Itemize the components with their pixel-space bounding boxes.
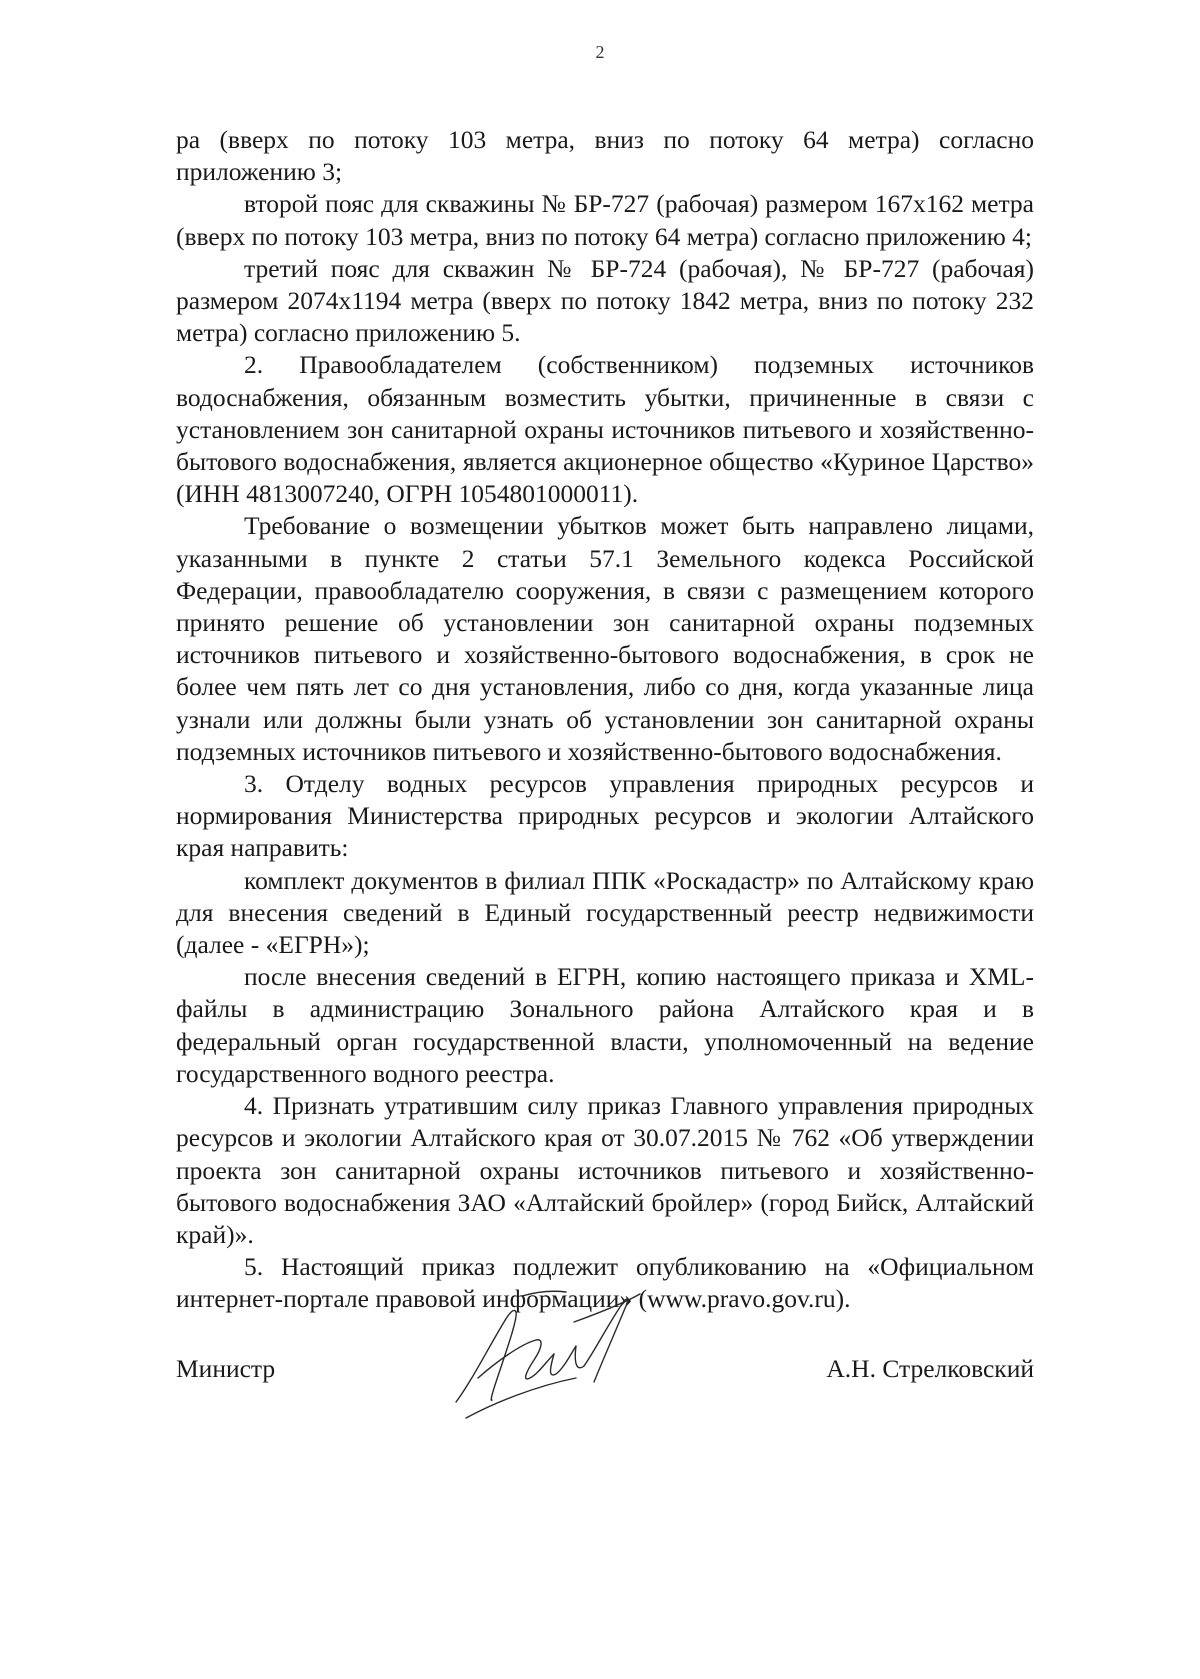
- paragraph-continuation: ра (вверх по потоку 103 метра, вниз по потоку 64 метра) согласно приложению 3;: [176, 125, 1034, 187]
- handwritten-signature: [426, 1282, 656, 1432]
- paragraph-second-belt: второй пояс для скважины № БР-727 (рабочая) размером 167х162 метра (вверх по потоку 103 метра, вниз по потоку 64 метра) согласно приложению 4;: [176, 189, 1034, 251]
- signature-block: [176, 1340, 1034, 1430]
- signatory-name: А.Н. Стрелковский: [826, 1354, 1034, 1383]
- paragraph-damages-claim: Требование о возмещении убытков может быть направлено лицами, указанными в пункте 2 статьи 57.1 Земельного кодекса Российской Федерации, правообладателю сооружения, в связи с размещением которого принято решение об установлении зон санитарной охраны подземных источников питьевого и хозяйственно-бытового водоснабжения, в срок не более чем пять лет со дня установления, либо со дня, когда указанные лица узнали или должны были узнать об установлении зон санитарной охраны подземных источников питьевого и хозяйственно-бытового водоснабжения.: [176, 511, 1034, 766]
- paragraph-item-2: 2. Правообладателем (собственником) подземных источников водоснабжения, обязанным возместить убытки, причиненные в связи с установлением зон санитарной охраны источников питьевого и хозяйственно-бытового водоснабжения, является акционерное общество «Куриное Царство» (ИНН 4813007240, ОГРН 1054801000011).: [176, 350, 1034, 509]
- signatory-title: Министр: [176, 1354, 276, 1383]
- paragraph-item-3: 3. Отделу водных ресурсов управления природных ресурсов и нормирования Министерства природных ресурсов и экологии Алтайского края направить:: [176, 769, 1034, 863]
- paragraph-item-5: 5. Настоящий приказ подлежит опубликованию на «Официальном интернет-портале правовой информации» (www.pravo.gov.ru).: [176, 1252, 1034, 1314]
- paragraph-third-belt: третий пояс для скважин № БР-724 (рабочая), № БР-727 (рабочая) размером 2074х1194 метра (вверх по потоку 1842 метра, вниз по потоку 232 метра) согласно приложению 5.: [176, 253, 1034, 348]
- document-body: [176, 124, 1034, 1316]
- paragraph-item-4: 4. Признать утратившим силу приказ Главного управления природных ресурсов и экологии Алтайского края от 30.07.2015 № 762 «Об утверждении проекта зон санитарной охраны источников питьевого и хозяйственно-бытового водоснабжения ЗАО «Алтайский бройлер» (город Бийск, Алтайский край)».: [176, 1091, 1034, 1249]
- paragraph-documents-set: комплект документов в филиал ППК «Роскадастр» по Алтайскому краю для внесения сведений в Единый государственный реестр недвижимости (далее - «ЕГРН»);: [176, 865, 1034, 960]
- page-number: 2: [595, 42, 605, 62]
- paragraph-after-egrn: после внесения сведений в ЕГРН, копию настоящего приказа и XML-файлы в администрацию Зонального района Алтайского края и в федеральный орган государственной власти, уполномоченный на ведение государственного водного реестра.: [176, 962, 1034, 1088]
